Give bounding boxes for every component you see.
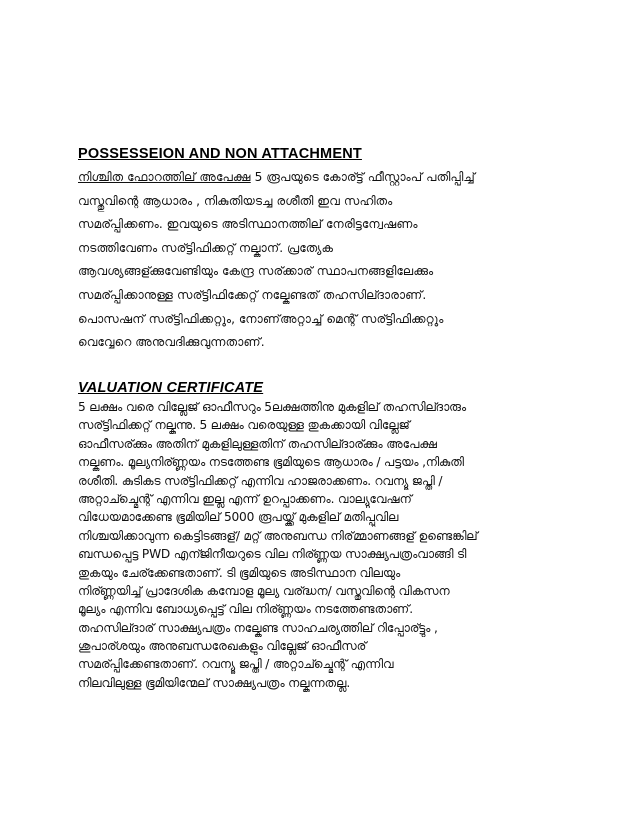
possession-line: വെവ്വേറെ അനുവദിക്കുവുന്നതാണ്. — [78, 335, 265, 350]
valuation-line: ശുപാര്ശയും അനുബന്ധരേഖകളും വില്ലേജ് ഓഫീസര് — [78, 639, 367, 654]
valuation-line: നിലവിലുള്ള ഭൂമിയിന്മേല് സാക്ഷ്യപത്രം നല്കുന്നതല്ല. — [78, 675, 350, 690]
possession-heading: POSSESSEION AND NON ATTACHMENT — [78, 146, 362, 162]
valuation-line: 5 ലക്ഷം വരെ വില്ലേജ് ഓഫീസറും 5ലക്ഷത്തിനു മുകളില് തഹസില്ദാരും — [78, 400, 467, 414]
valuation-line: നല്കണം. മൂല്യനിര്ണ്ണയം നടത്തേണ്ട ഭൂമിയുടെ ആധാരം / പട്ടയം ,നികുതി — [78, 455, 464, 470]
possession-line: നടത്തിവേണം സര്ട്ടിഫിക്കറ്റ് നല്കാന്. പ്രത്യേക — [78, 240, 334, 255]
valuation-line: നിര്ണ്ണയിച്ച് പ്രാദേശിക കമ്പോള മൂല്യ വര്ദ്ധന/ വസ്തുവിന്റെ വികസന — [78, 583, 450, 598]
possession-line: ആവശ്യങ്ങള്ക്കുവേണ്ടിയും കേന്ദ്ര സര്ക്കാര് സ്ഥാപനങ്ങളിലേക്കും — [78, 264, 434, 279]
valuation-line: രശീതി. കുടികട സര്ട്ടിഫിക്കറ്റ് എന്നിവ ഹാജരാക്കണം. റവന്യൂ ജപ്തി / — [78, 473, 443, 488]
possession-line — [78, 166, 578, 190]
valuation-line: ബന്ധപ്പെട്ട PWD എന്ജിനീയറുടെ വില നിര്ണ്ണയ സാക്ഷ്യപത്രംവാങ്ങി ടി — [78, 547, 467, 562]
possession-line-rest: 5 രൂപയുടെ കോര്ട്ട് ഫീസ്റ്റാംപ് പതിപ്പിച്ച് — [250, 170, 475, 184]
valuation-line: അറ്റാച്ച്മെന്റ് എന്നിവ ഇല്ല എന്ന് ഉറപ്പാക്കണം. വാല്യുവേഷന് — [78, 491, 412, 506]
valuation-line: സമര്പ്പിക്കേണ്ടതാണ്. റവന്യൂ ജപ്തി / അറ്റാച്ച്മെന്റ് എന്നിവ — [78, 657, 394, 672]
valuation-line: മൂല്യം എന്നിവ ബോധ്യപ്പെട്ട് വില നിര്ണ്ണയം നടത്തേണ്ടതാണ്. — [78, 602, 413, 617]
valuation-heading: VALUATION CERTIFICATE — [78, 380, 264, 396]
possession-line: സമര്പ്പിക്കണം. ഇവയുടെ അടിസ്ഥാനത്തില് നേരിട്ടന്വേഷണം — [78, 217, 418, 232]
valuation-line: നിശ്ചയിക്കാവുന്ന കെട്ടിടങ്ങള്/ മറ്റ് അനുബന്ധ നിര്മ്മാണങ്ങള് ഉണ്ടെങ്കില് — [78, 528, 478, 543]
valuation-line: വിധേയമാക്കേണ്ട ഭൂമിയില് 5000 രൂപയ്ക്ക് മുകളില് മതിപ്പുവില — [78, 510, 399, 525]
valuation-line: സര്ട്ടിഫിക്കറ്റ് നല്കുന്നു. 5 ലക്ഷം വരെയുള്ള തുകക്കായി വില്ലേജ് — [78, 418, 410, 433]
possession-section — [78, 146, 578, 355]
possession-line: പൊസഷന് സര്ട്ടിഫിക്കറ്റും, നോണ്അറ്റാച്ച് മെന്റ് സര്ട്ടിഫിക്കറ്റും — [78, 311, 444, 326]
possession-line: സമര്പ്പിക്കാനുള്ള സര്ട്ടിഫിക്കേറ്റ് നല്കേണ്ടത് തഹസില്ദാരാണ്. — [78, 287, 427, 302]
valuation-section — [78, 380, 578, 692]
valuation-line: തഹസില്ദാര് സാക്ഷ്യപത്രം നല്കേണ്ട സാഹചര്യത്തില് റിപ്പോര്ട്ടും , — [78, 620, 438, 635]
possession-form-phrase: നിശ്ചിത ഫോറത്തില് അപേക്ഷ — [78, 170, 251, 184]
valuation-line: ഓഫീസര്ക്കും അതിന് മുകളിലുള്ളതിന് തഹസില്ദാര്ക്കും അപേക്ഷ — [78, 436, 437, 451]
valuation-line: തുകയും ചേര്ക്കേണ്ടതാണ്. ടി ഭൂമിയുടെ അടിസ്ഥാന വിലയും — [78, 565, 401, 580]
possession-line: വസ്തുവിന്റെ ആധാരം , നികുതിയടച്ച രശീതി ഇവ സഹിതം — [78, 193, 393, 208]
